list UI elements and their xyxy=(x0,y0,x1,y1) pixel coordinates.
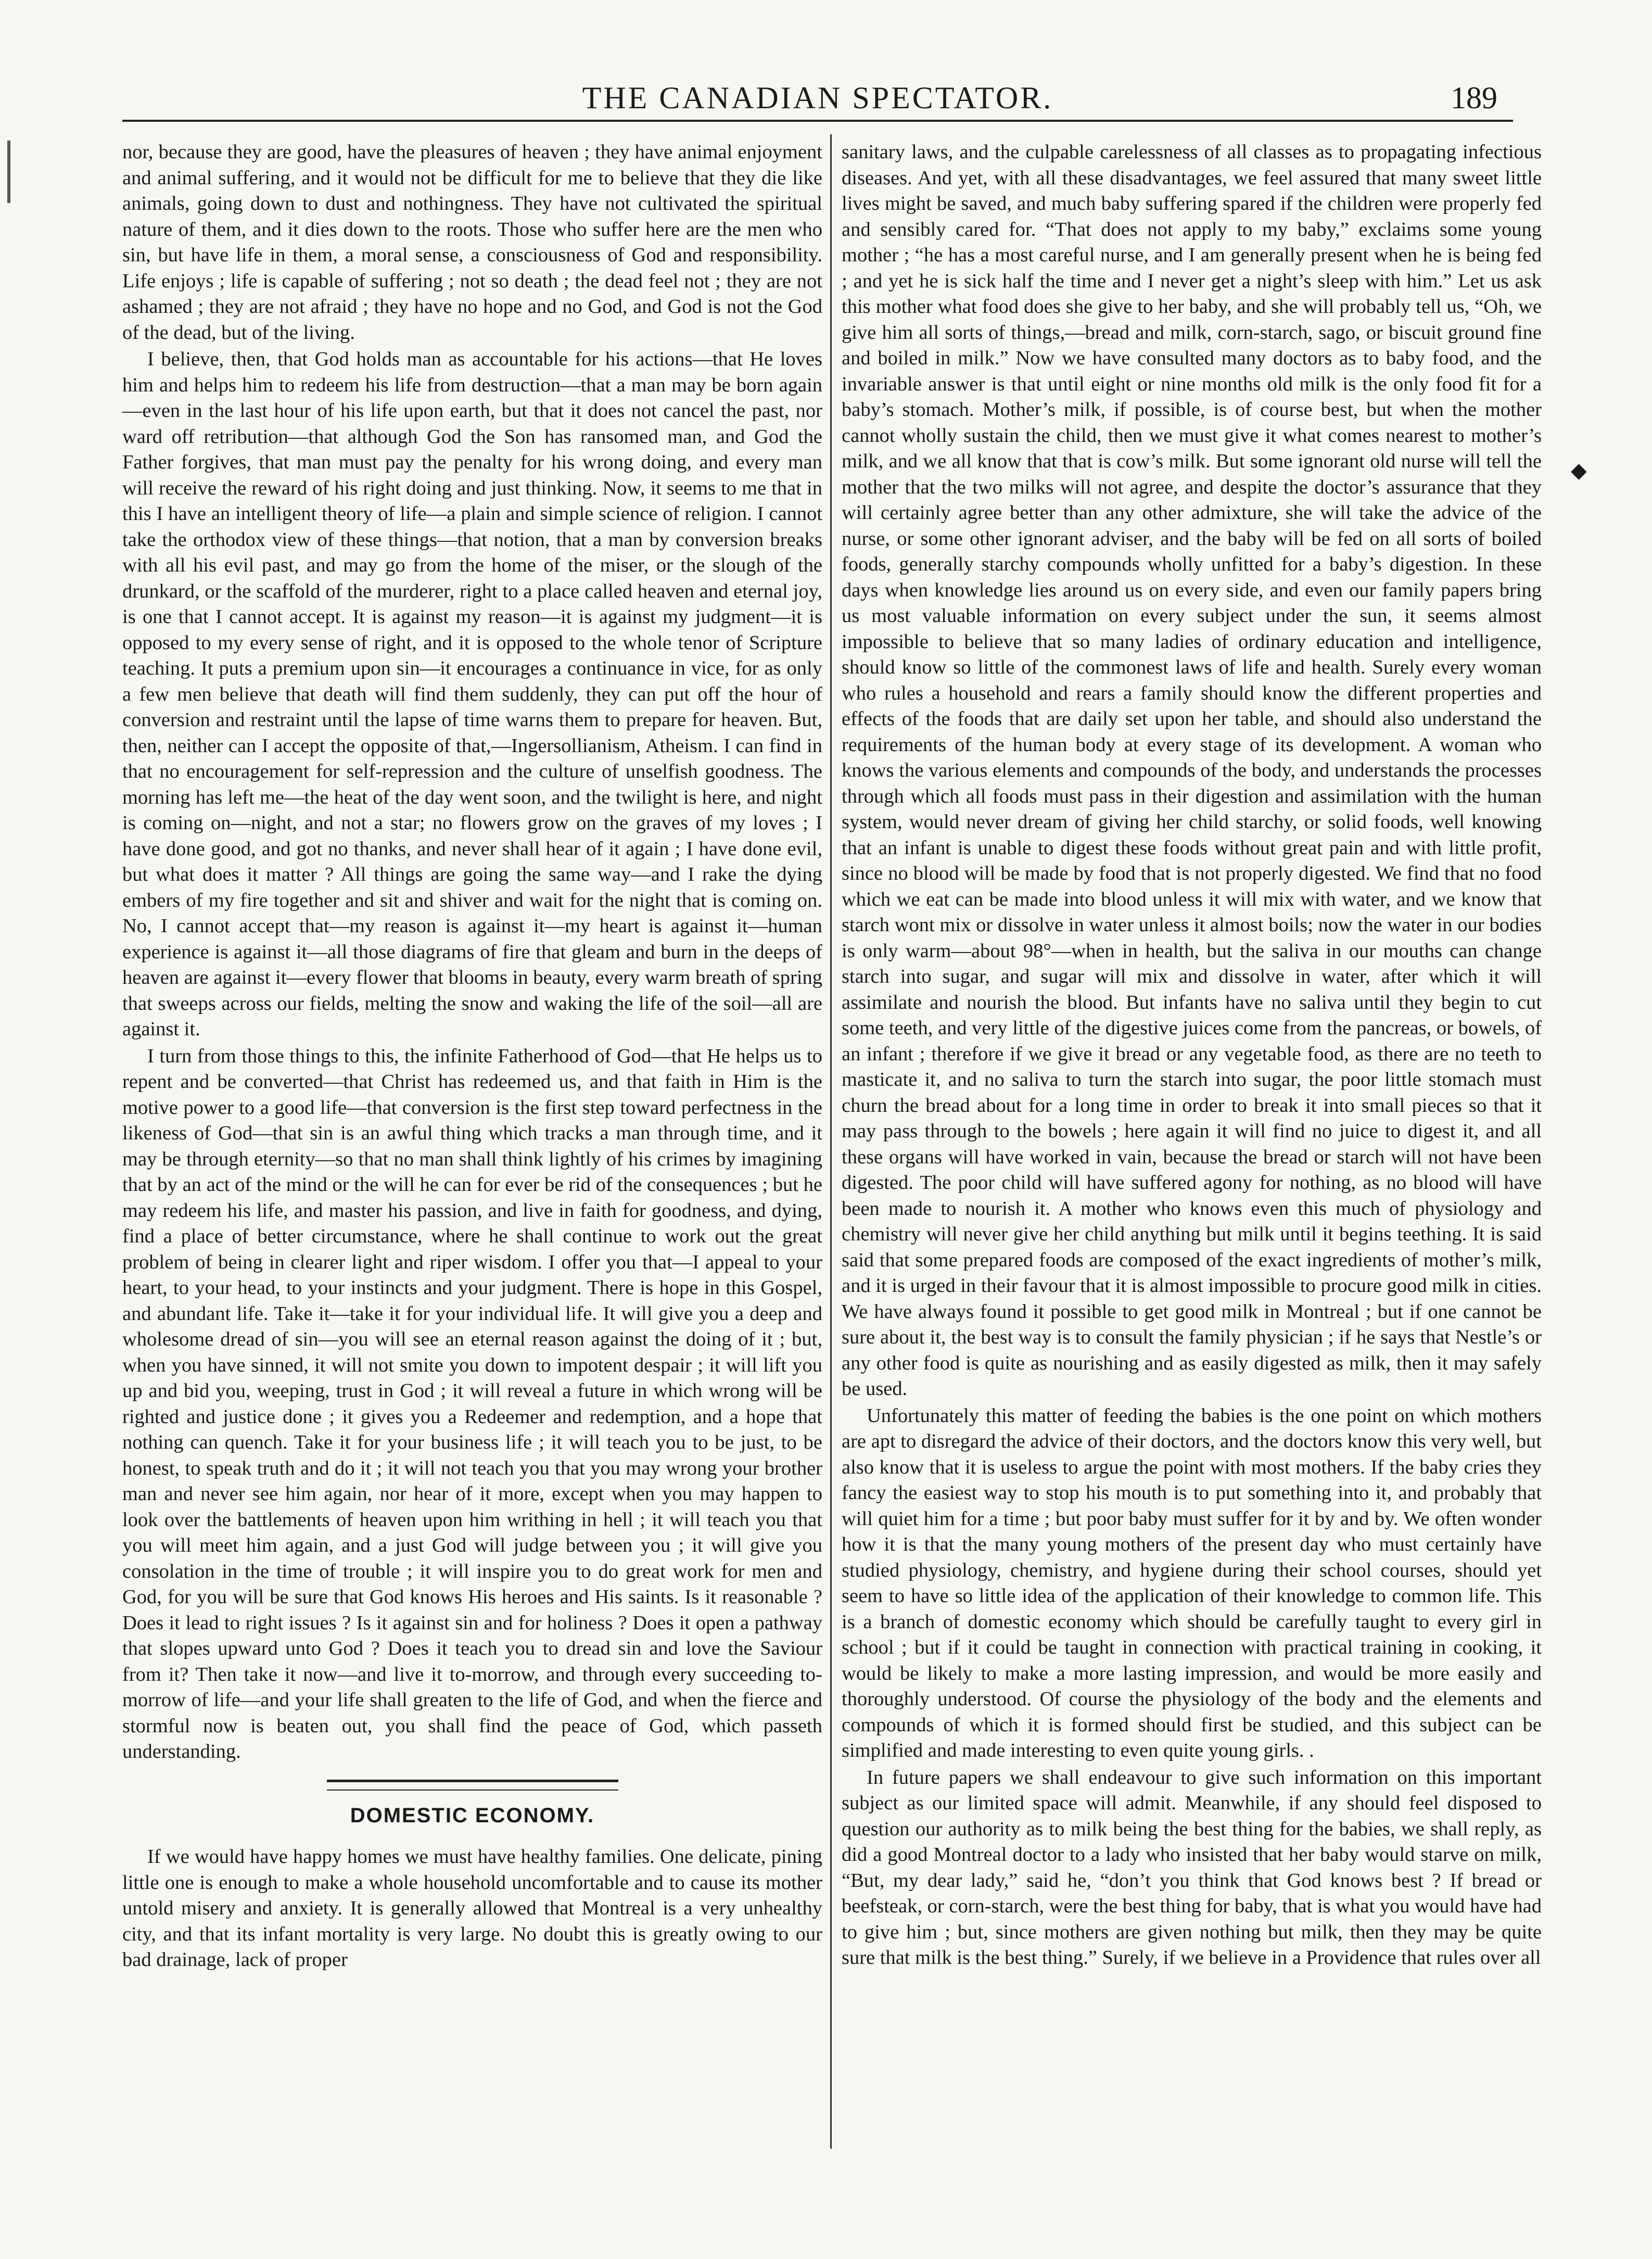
left-paragraph-3: I turn from those things to this, the infinite Fatherhood of God—that He helps us to repent and be converted—that Christ has redeemed us, and that faith in Him is the motive power to a good life—that conversion is the first step toward perfectness in the likeness of God—that sin is an awful thing which tracks a man through time, and it may be through eternity—so that no man shall think lightly of his crimes by imagining that by an act of the mind or the will he can for ever be rid of the consequences ; but he may redeem his life, and master his passion, and live in faith for goodness, and dying, find a place of better circumstance, where he shall continue to work out the great problem of being in clearer light and riper wisdom. I offer you that—I appeal to your heart, to your head, to your instincts and your judgment. There is hope in this Gospel, and abundant life. Take it—take it for your individual life. It will give you a deep and wholesome dread of sin—you will see an eternal reason against the doing of it ; but, when you have sinned, it will not smite you down to impotent despair ; it will lift you up and bid you, weeping, trust in God ; it will reveal a future in which wrong will be righted and justice done ; it gives you a Redeemer and redemption, and a hope that nothing can quench. Take it for your business life ; it will teach you to be just, to be honest, to speak truth and do it ; it will not teach you that you may wrong your brother man and never see him again, nor hear of it more, except when you may happen to look over the battlements of heaven upon him writhing in hell ; it will teach you that you will meet him again, and a just God will judge between you ; it will give you consolation in the time of trouble ; it will inspire you to do great work for men and God, for you will be sure that God knows His heroes and His saints. Is it reasonable ? Does it lead to right issues ? Is it against sin and for holiness ? Does it open a pathway that slopes upward unto God ? Does it teach you to dread sin and love the Saviour from it? Then take it now—and live it to-morrow, and through every succeeding to-morrow of life—and your life shall greaten to the life of God, and when the fierce and stormful now is beaten out, you shall find the peace of God, which passeth understanding. xyxy=(122,1045,822,1762)
column-rule xyxy=(830,134,832,2149)
masthead-title: THE CANADIAN SPECTATOR. xyxy=(582,81,1053,115)
left-column xyxy=(122,139,822,1973)
right-paragraph-1: sanitary laws, and the culpable carelessness of all classes as to propagating infectious diseases. And yet, with all these disadvantages, we feel assured that many sweet little lives might be saved, and much baby suffering spared if the children were properly fed and sensibly cared for. “That does not apply to my baby,” exclaims some young mother ; “he has a most careful nurse, and I am generally present when he is being fed ; and yet he is sick half the time and I never get a night’s sleep with him.” Let us ask this mother what food does she give to her baby, and she will probably tell us, “Oh, we give him all sorts of things,—bread and milk, corn-starch, sago, or biscuit ground fine and boiled in milk.” Now we have consulted many doctors as to baby food, and the invariable answer is that until eight or nine months old milk is the only food fit for a baby’s stomach. Mother’s milk, if possible, is of course best, but when the mother cannot wholly sustain the child, then we must give it what comes nearest to mother’s milk, and we all know that that is cow’s milk. But some ignorant old nurse will tell the mother that the two milks will not agree, and despite the doctor’s assurance that they will certainly agree better than any other admixture, she will take the advice of the nurse, or some other ignorant adviser, and the baby will be fed on all sorts of boiled foods, generally starchy compounds wholly unfitted for a baby’s digestion. In these days when knowledge lies around us on every side, and even our family papers bring us most valuable information on every subject under the sun, it seems almost impossible to believe that so many ladies of ordinary education and intelligence, should know so little of the commonest laws of life and health. Surely every woman who rules a household and rears a family should know the different properties and effects of the foods that are daily set upon her table, and should also understand the requirements of the human body at every stage of its development. A woman who knows the various elements and compounds of the body, and understands the processes through which all foods must pass in their digestion and assimilation with the human system, would never dream of giving her child starchy, or solid foods, well knowing that an infant is unable to digest these foods without great pain and with little profit, since no blood will be made by food that is not properly digested. We find that no food which we eat can be made into blood unless it will mix with water, and we know that starch wont mix or dissolve in water unless it almost boils; now the water in our bodies is only warm—about 98°—when in health, but the saliva in our mouths can change starch into sugar, and sugar will mix and dissolve in water, after which it will assimilate and nourish the blood. But infants have no saliva until they begin to cut some teeth, and very little of the digestive juices come from the pancreas, or bowels, of an infant ; therefore if we give it bread or any vegetable food, as there are no teeth to masticate it, and no saliva to turn the starch into sugar, the poor little stomach must churn the bread about for a long time in order to break it into small pieces so that it may pass through to the bowels ; here again it will find no juice to digest it, and all these organs will have worked in vain, because the bread or starch will not have been digested. The poor child will have suffered agony for nothing, as no blood will have been made to nourish it. A mother who knows even this much of physiology and chemistry will never give her child anything but milk until it begins teething. It is said said that some prepared foods are composed of the exact ingredients of mother’s milk, and it is urged in their favour that it is almost impossible to procure good milk in cities. We have always found it possible to get good milk in Montreal ; but if one cannot be sure about it, the best way is to consult the family physician ; if he says that Nestle’s or any other food is quite as nourishing and as easily digested as milk, then it may safely be used. xyxy=(842,141,1542,1400)
right-paragraph-3: In future papers we shall endeavour to give such information on this important subject as our limited space will admit. Meanwhile, if any should feel disposed to question our authority as to milk being the best thing for the babies, we shall reply, as did a good Montreal doctor to a lady who insisted that her baby would starve on milk, “But, my dear lady,” said he, “don’t you think that God knows best ? If bread or beefsteak, or corn-starch, were the best thing for baby, that is what you would have had to give him ; but, since mothers are given nothing but milk, then they may be quite sure that milk is the best thing.” Surely, if we believe in a Providence that rules over all xyxy=(842,1766,1542,1969)
section-divider xyxy=(327,1780,618,1791)
right-column xyxy=(842,139,1542,1971)
left-paragraph-2: I believe, then, that God holds man as accountable for his actions—that He loves him and helps him to redeem his life from destruction—that a man may be born again—even in the last hour of his life upon earth, but that it does not cancel the past, nor ward off retribution—that although God the Son has ransomed man, and God the Father forgives, that man must pay the penalty for his wrong doing, and every man will receive the reward of his right doing and just thinking. Now, it seems to me that in this I have an intelligent theory of life—a plain and simple science of religion. I cannot take the orthodox view of these things—that notion, that a man by conversion breaks with all his evil past, and may go from the home of the miser, or the slough of the drunkard, or the scaffold of the murderer, right to a place called heaven and eternal joy, is one that I cannot accept. It is against my reason—it is against my judgment—it is opposed to my every sense of right, and it is opposed to the whole tenor of Scripture teaching. It puts a premium upon sin—it encourages a continuance in vice, for as only a few men believe that death will find them suddenly, they can put off the hour of conversion and restraint until the lapse of time warns them to prepare for heaven. But, then, neither can I accept the opposite of that,—Ingersollianism, Atheism. I can find in that no encouragement for self-repression and the culture of unselfish goodness. The morning has left me—the heat of the day went soon, and the twilight is here, and night is coming on—night, and not a star; no flowers grow on the graves of my loves ; I have done good, and got no thanks, and never shall hear of it again ; I have done evil, but what does it matter ? All things are going the same way—and I rake the dying embers of my fire together and sit and shiver and wait for the night that is coming on. No, I cannot accept that—my reason is against it—my heart is against it—human experience is against it—all those diagrams of fire that gleam and burn in the deeps of heaven are against it—every flower that blooms in beauty, every warm breath of spring that sweeps across our fields, melting the snow and waking the life of the soil—all are against it. xyxy=(122,348,822,1040)
left-paragraph-1: nor, because they are good, have the pleasures of heaven ; they have animal enjoyment and animal suffering, and it would not be difficult for me to believe that they die like animals, going down to dust and nothingness. They have not cultivated the spiritual nature of them, and it dies down to the roots. Those who suffer here are the men who sin, but have life in them, a moral sense, a consciousness of God and responsibility. Life enjoys ; life is capable of suffering ; not so death ; the dead feel not ; they are not ashamed ; they are not afraid ; they have no hope and no God, and God is not the God of the dead, but of the living. xyxy=(122,141,822,344)
right-paragraph-2: Unfortunately this matter of feeding the babies is the one point on which mothers are apt to disregard the advice of their doctors, and the doctors know this very well, but also know that it is useless to argue the point with most mothers. If the baby cries they fancy the easiest way to stop his mouth is to put something into it, and probably that will quiet him for a time ; but poor baby must suffer for it by and by. We often wonder how it is that the many young mothers of the present day who must certainly have studied physiology, chemistry, and hygiene during their school courses, should yet seem to have so little idea of the application of their knowledge to common life. This is a branch of domestic economy which should be carefully taught to every girl in school ; but if it could be taught in connection with practical training in cooking, it would be likely to make a more lasting impression, and would be more easily and thoroughly understood. Of course the physiology of the body and the elements and compounds of which it is formed should first be studied, and this subject can be simplified and made interesting to even quite young girls. . xyxy=(842,1404,1542,1761)
margin-dot-icon: ◆ xyxy=(1571,459,1587,482)
section-paragraph: If we would have happy homes we must have healthy families. One delicate, pining little one is enough to make a whole household uncomfortable and to cause its mother untold misery and anxiety. It is generally allowed that Montreal is a very unhealthy city, and that its infant mortality is very large. No doubt this is greatly owing to our bad drainage, lack of proper xyxy=(122,1846,822,1971)
page-number: 189 xyxy=(1451,81,1497,115)
margin-mark xyxy=(7,141,10,203)
section-title: DOMESTIC ECONOMY. xyxy=(350,1804,595,1827)
page-header xyxy=(122,78,1513,122)
